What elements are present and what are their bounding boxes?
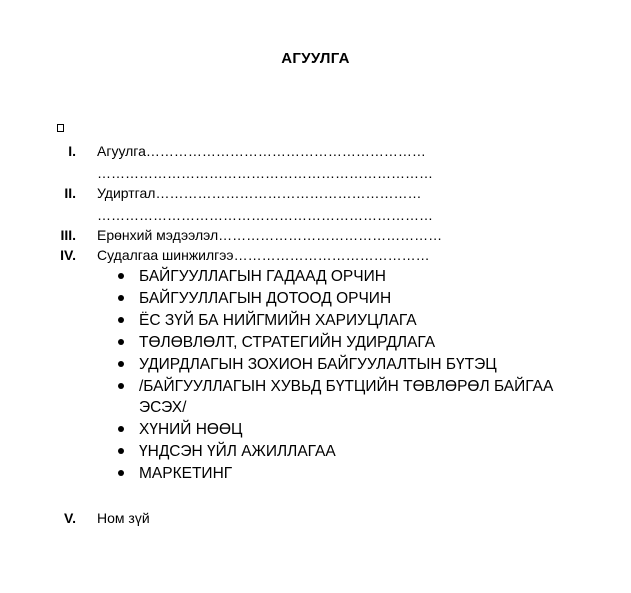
list-item: [118, 376, 588, 418]
bullet-icon: [118, 339, 124, 345]
toc-leader-dots: …………………………………………: [218, 227, 443, 243]
list-item: [118, 288, 588, 309]
bullet-icon: [118, 470, 124, 476]
list-item-text: БАЙГУУЛЛАГЫН ГАДААД ОРЧИН: [139, 268, 386, 285]
bullet-icon: [118, 273, 124, 279]
toc-numeral: III.: [60, 227, 76, 243]
toc-entry-line: [97, 225, 442, 245]
toc-entry-4: [0, 245, 631, 265]
toc-leader-dots-continued: ………………………………………………………………: [97, 165, 433, 181]
toc-entry-text: Удиртгал: [97, 185, 156, 201]
list-item: [118, 310, 588, 331]
list-item-text: БАЙГУУЛЛАГЫН ДОТООД ОРЧИН: [139, 290, 392, 307]
toc-entry-text: Агуулга: [97, 143, 146, 159]
list-item-text: ТӨЛӨВЛӨЛТ, СТРАТЕГИЙН УДИРДЛАГА: [139, 334, 436, 351]
bullet-icon: [118, 361, 124, 367]
toc-entry-text: Ерөнхий мэдээлэл: [97, 227, 219, 243]
list-item-text: ЁС ЗҮЙ БА НИЙГМИЙН ХАРИУЦЛАГА: [139, 312, 417, 329]
bullet-icon: [118, 383, 124, 389]
toc-entry-5: [0, 508, 631, 528]
subitem-list: [118, 266, 588, 485]
list-item-text: УДИРДЛАГЫН ЗОХИОН БАЙГУУЛАЛТЫН БҮТЭЦ: [139, 356, 497, 373]
bullet-icon: [118, 295, 124, 301]
bullet-icon: [118, 317, 124, 323]
toc-entry-line: [97, 183, 421, 203]
bullet-icon: [118, 448, 124, 454]
toc-numeral: II.: [64, 185, 76, 201]
toc-numeral: I.: [68, 143, 76, 159]
list-item-text: МАРКЕТИНГ: [139, 465, 233, 482]
list-item-text: /БАЙГУУЛЛАГЫН ХУВЬД БҮТЦИЙН ТӨВЛӨРӨЛ БАЙГАА ЭСЭХ/: [139, 378, 554, 416]
list-item: [118, 266, 588, 287]
toc-entry-line: [97, 141, 426, 161]
bullet-icon: [118, 426, 124, 432]
toc-leader-dots-continued: ………………………………………………………………: [97, 207, 433, 223]
toc-numeral: V.: [64, 510, 76, 526]
toc-leader-dots: ……………………………………: [233, 247, 430, 263]
list-item: [118, 332, 588, 353]
list-item: [118, 441, 588, 462]
page-title: АГУУЛГА: [281, 50, 350, 67]
toc-numeral: IV.: [60, 247, 76, 263]
toc-entry-3: [0, 225, 631, 245]
toc-leader-dots: ……………………………………………………: [145, 143, 426, 159]
list-item: [118, 419, 588, 440]
toc-entry-text: Ном зүй: [97, 510, 150, 526]
paragraph-marker-icon: [57, 124, 64, 132]
list-item-text: ХҮНИЙ НӨӨЦ: [139, 421, 243, 438]
list-item-text: ҮНДСЭН ҮЙЛ АЖИЛЛАГАА: [139, 443, 336, 460]
list-item: [118, 354, 588, 375]
toc-entry-2: [0, 183, 631, 203]
toc-entry-text: Судалгаа шинжилгээ: [97, 247, 234, 263]
toc-leader-dots: …………………………………………………: [155, 185, 422, 201]
toc-entry-line: [97, 245, 430, 265]
list-item: [118, 463, 588, 484]
toc-entry-1: [0, 141, 631, 161]
